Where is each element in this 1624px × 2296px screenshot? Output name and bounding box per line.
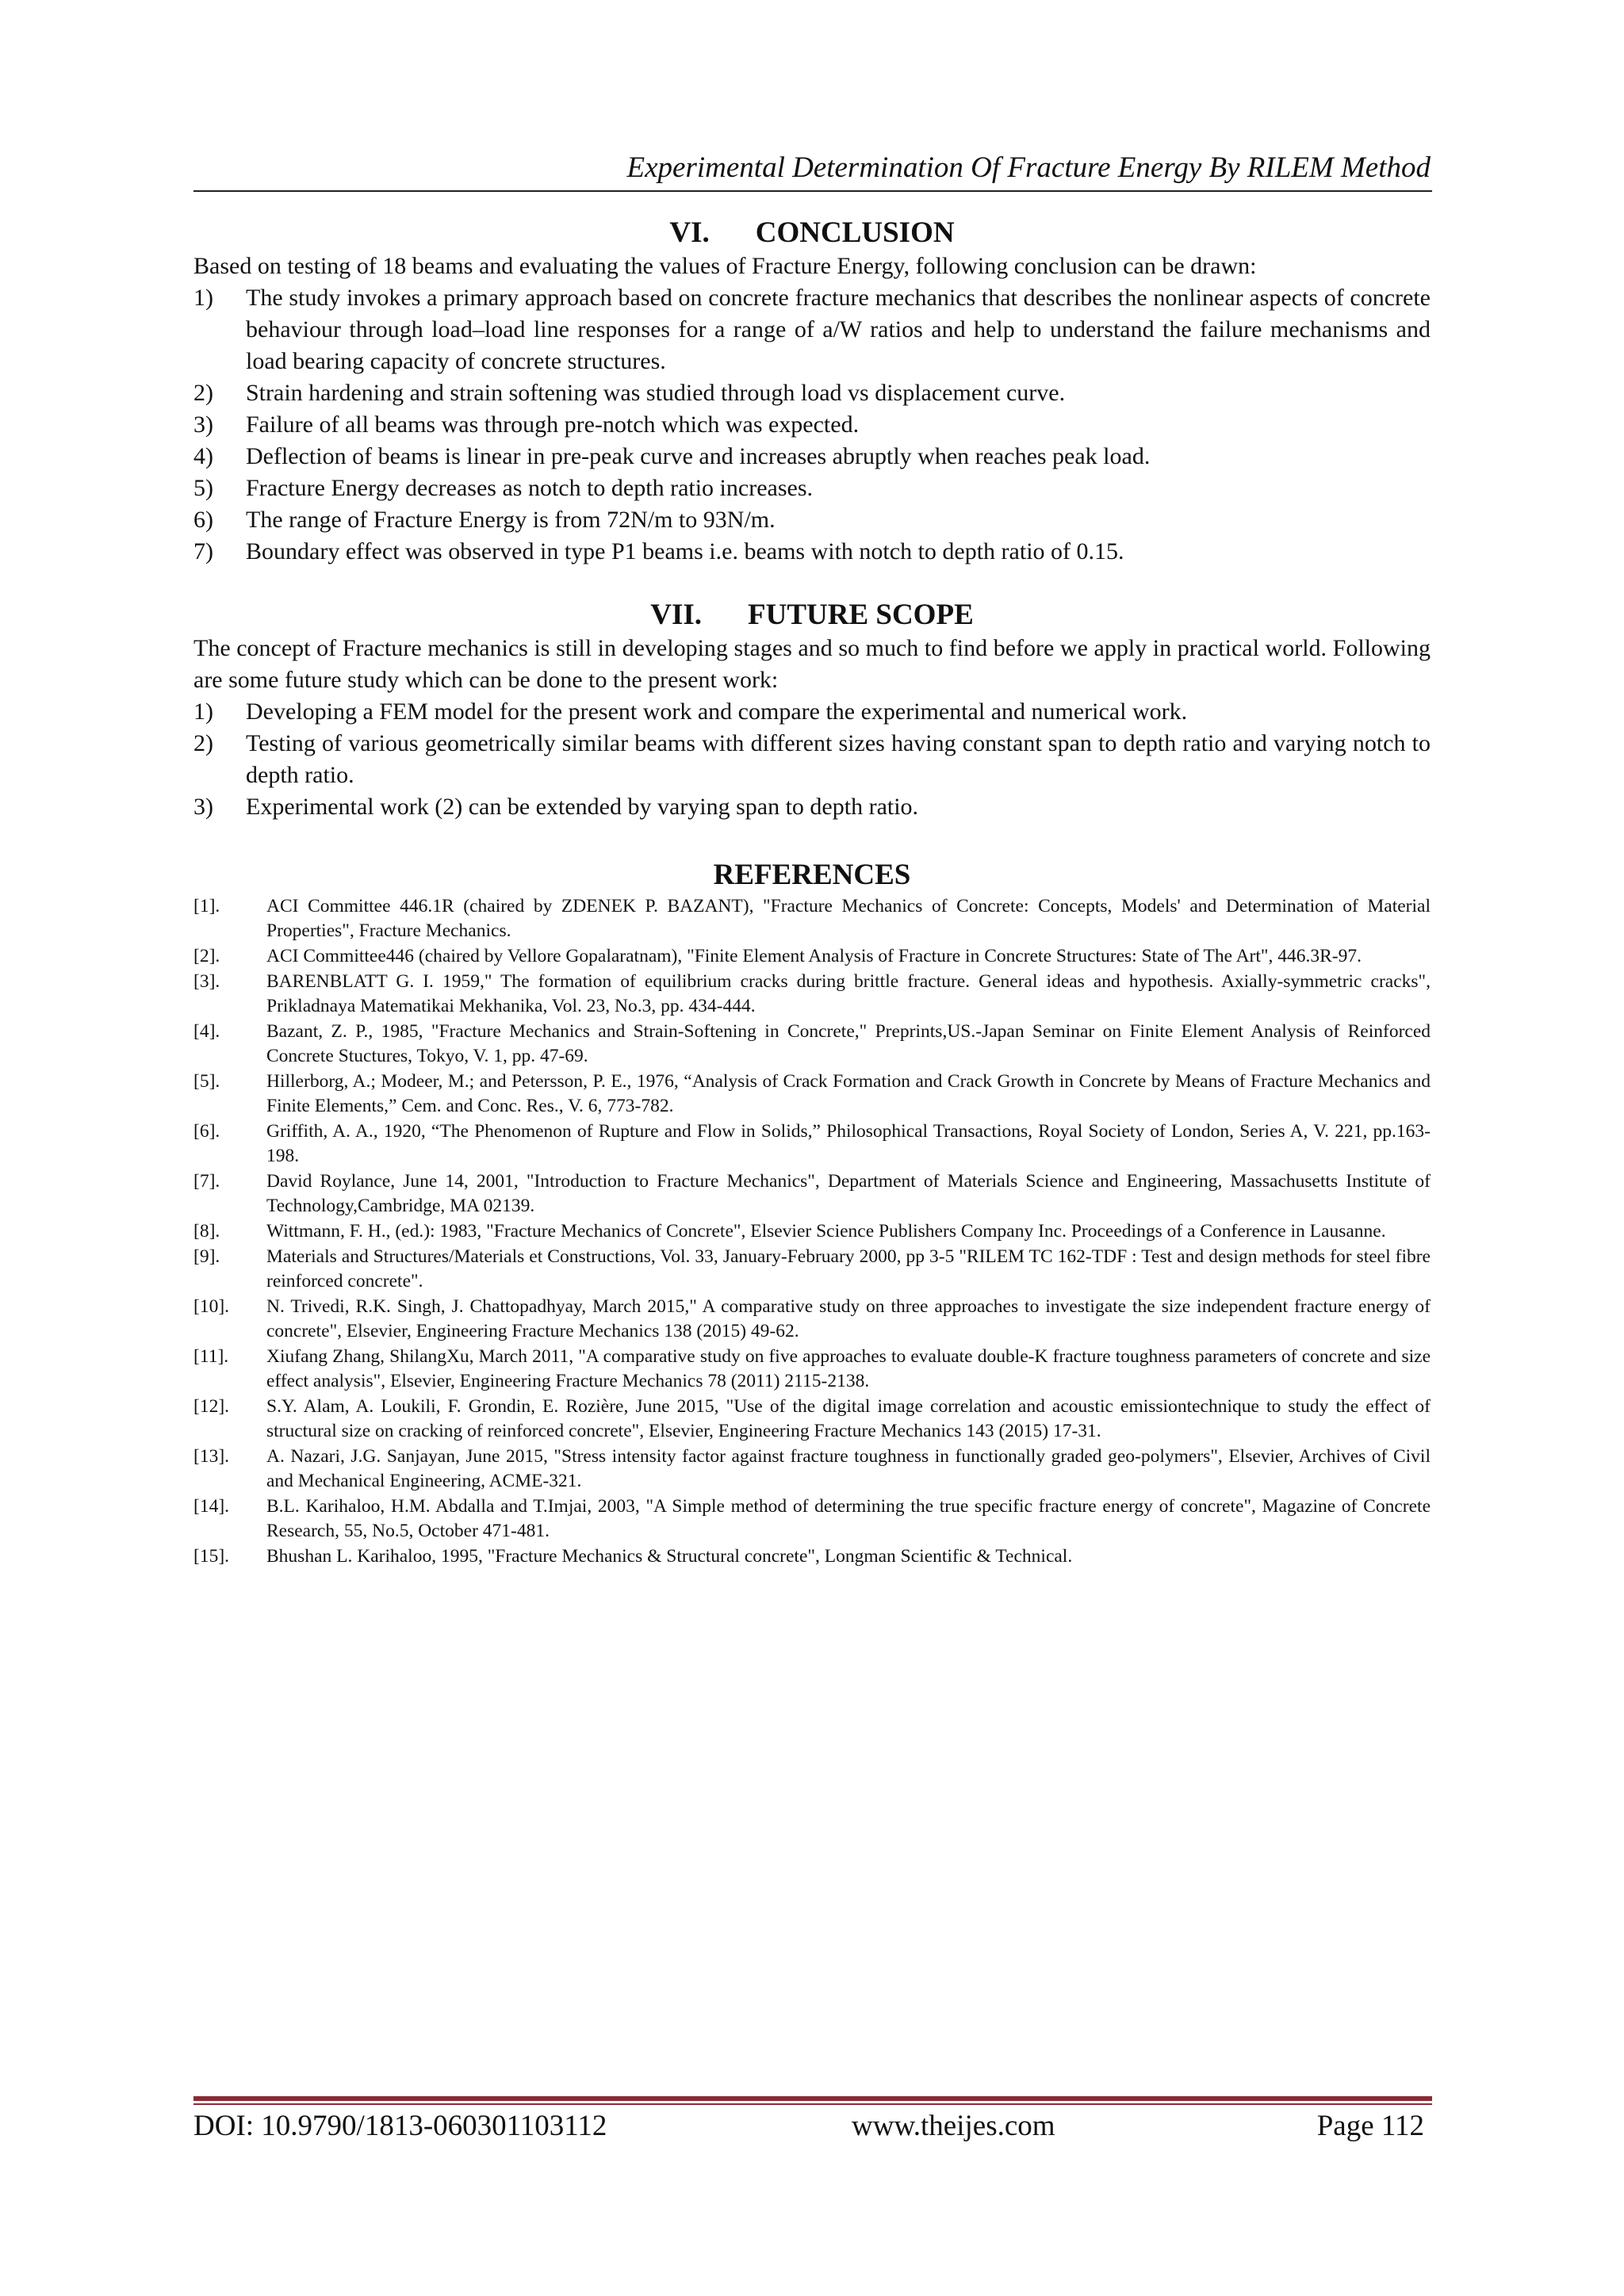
- list-marker: 3): [193, 411, 213, 438]
- reference-marker: [2].: [193, 946, 220, 966]
- list-item: [193, 441, 1431, 473]
- reference-text: Wittmann, F. H., (ed.): 1983, "Fracture Mechanics of Concrete", Elsevier Science Publishers Company Inc. Proceedings of a Conference in Lausanne.: [266, 1221, 1386, 1242]
- reference-text: Bhushan L. Karihaloo, 1995, "Fracture Mechanics & Structural concrete", Longman Scientific & Technical.: [266, 1546, 1073, 1567]
- list-item-text: Boundary effect was observed in type P1 beams i.e. beams with notch to depth ratio of 0.15.: [246, 538, 1124, 564]
- reference-marker: [12].: [193, 1396, 230, 1417]
- references-list: [193, 894, 1431, 1569]
- list-marker: 2): [193, 730, 213, 756]
- list-marker: 7): [193, 538, 213, 564]
- footer-page-number: Page 112: [1316, 2110, 1424, 2142]
- conclusion-title: CONCLUSION: [755, 216, 955, 249]
- list-item-text: Deflection of beams is linear in pre-peak curve and increases abruptly when reaches peak load.: [246, 443, 1151, 469]
- reference-marker: [4].: [193, 1021, 220, 1042]
- reference-marker: [13].: [193, 1446, 230, 1467]
- future-scope-intro: The concept of Fracture mechanics is still in developing stages and so much to find before we apply in practical world. Following are some future study which can be done to the present work:: [193, 635, 1431, 693]
- reference-text: Materials and Structures/Materials et Constructions, Vol. 33, January-February 2000, pp 3-5 "RILEM TC 162-TDF : Test and design methods for steel fibre reinforced concrete".: [266, 1246, 1431, 1292]
- reference-marker: [9].: [193, 1246, 220, 1267]
- list-item: [193, 728, 1431, 791]
- list-item: [193, 282, 1431, 377]
- reference-marker: [1].: [193, 896, 220, 916]
- list-item-text: Experimental work (2) can be extended by varying span to depth ratio.: [246, 794, 919, 820]
- reference-item: [193, 1119, 1431, 1169]
- footer-website: www.theijes.com: [852, 2110, 1055, 2142]
- list-item: [193, 377, 1431, 409]
- reference-text: Xiufang Zhang, ShilangXu, March 2011, "A comparative study on five approaches to evaluate double-K fracture toughness parameters of concrete and size effect analysis", Elsevier, Engineering Fracture Mechanics 78 (2011) 2115-2138.: [266, 1346, 1431, 1391]
- footer-rule: [193, 2096, 1432, 2101]
- reference-marker: [10].: [193, 1296, 230, 1317]
- reference-marker: [3].: [193, 971, 220, 992]
- conclusion-intro: Based on testing of 18 beams and evaluating the values of Fracture Energy, following conclusion can be drawn:: [193, 253, 1257, 279]
- conclusion-list: [193, 282, 1431, 568]
- reference-text: ACI Committee 446.1R (chaired by ZDENEK P. BAZANT), "Fracture Mechanics of Concrete: Concepts, Models' and Determination of Material Properties", Fracture Mechanics.: [266, 896, 1431, 941]
- list-marker: 3): [193, 794, 213, 820]
- list-item-text: Fracture Energy decreases as notch to depth ratio increases.: [246, 475, 813, 501]
- section-spacer: [193, 823, 1431, 858]
- header-rule: [193, 190, 1432, 192]
- list-item-text: The study invokes a primary approach based on concrete fracture mechanics that describes the nonlinear aspects of concrete behaviour through load–load line responses for a range of a/W ratios and help to understand the failure mechanisms and load bearing capacity of concrete structures.: [246, 285, 1431, 374]
- list-marker: 6): [193, 507, 213, 533]
- reference-item: [193, 1544, 1431, 1569]
- reference-marker: [14].: [193, 1496, 230, 1517]
- reference-marker: [11].: [193, 1346, 229, 1367]
- reference-text: BARENBLATT G. I. 1959," The formation of equilibrium cracks during brittle fracture. General ideas and hypothesis. Axially-symmetric cracks", Prikladnaya Matematikai Mekhanika, Vol. 23, No.3, pp. 434-444.: [266, 971, 1431, 1016]
- reference-item: [193, 894, 1431, 943]
- footer-rule-thin: [193, 2103, 1432, 2105]
- reference-item: [193, 1494, 1431, 1544]
- reference-text: ACI Committee446 (chaired by Vellore Gopalaratnam), "Finite Element Analysis of Fracture in Concrete Structures: State of The Art", 446.3R-97.: [266, 946, 1362, 966]
- conclusion-heading: [193, 216, 1431, 251]
- reference-item: [193, 1395, 1431, 1444]
- reference-text: B.L. Karihaloo, H.M. Abdalla and T.Imjai, 2003, "A Simple method of determining the true specific fracture energy of concrete", Magazine of Concrete Research, 55, No.5, October 471-481.: [266, 1496, 1431, 1541]
- future-scope-list: [193, 696, 1431, 823]
- list-marker: 1): [193, 698, 213, 725]
- reference-text: N. Trivedi, R.K. Singh, J. Chattopadhyay, March 2015," A comparative study on three approaches to investigate the size independent fracture energy of concrete", Elsevier, Engineering Fracture Mechanics 138 (2015) 49-62.: [266, 1296, 1431, 1341]
- list-item-text: The range of Fracture Energy is from 72N/m to 93N/m.: [246, 507, 776, 533]
- future-scope-title: FUTURE SCOPE: [748, 599, 974, 631]
- list-item-text: Testing of various geometrically similar beams with different sizes having constant span to depth ratio and varying notch to depth ratio.: [246, 730, 1431, 788]
- reference-item: [193, 1020, 1431, 1069]
- reference-item: [193, 944, 1431, 969]
- reference-item: [193, 1219, 1431, 1244]
- list-item: [193, 696, 1431, 728]
- reference-marker: [15].: [193, 1546, 230, 1567]
- footer-doi: DOI: 10.9790/1813-060301103112: [193, 2110, 607, 2142]
- list-item: [193, 791, 1431, 823]
- page-content: [193, 216, 1431, 1570]
- reference-marker: [7].: [193, 1171, 220, 1192]
- reference-text: David Roylance, June 14, 2001, "Introduction to Fracture Mechanics", Department of Materials Science and Engineering, Massachusetts Institute of Technology,Cambridge, MA 02139.: [266, 1171, 1431, 1216]
- list-marker: 1): [193, 285, 213, 311]
- list-item-text: Developing a FEM model for the present work and compare the experimental and numerical work.: [246, 698, 1188, 725]
- list-item: [193, 536, 1431, 568]
- reference-text: A. Nazari, J.G. Sanjayan, June 2015, "Stress intensity factor against fracture toughness in functionally graded geo-polymers", Elsevier, Archives of Civil and Mechanical Engineering, ACME-321.: [266, 1446, 1431, 1491]
- reference-item: [193, 1445, 1431, 1494]
- reference-marker: [6].: [193, 1121, 220, 1142]
- running-header: Experimental Determination Of Fracture Energy By RILEM Method: [626, 151, 1431, 184]
- reference-item: [193, 1169, 1431, 1219]
- reference-item: [193, 1295, 1431, 1344]
- reference-item: [193, 1070, 1431, 1119]
- list-item: [193, 504, 1431, 536]
- reference-text: Hillerborg, A.; Modeer, M.; and Petersson, P. E., 1976, “Analysis of Crack Formation and Crack Growth in Concrete by Means of Fracture Mechanics and Finite Elements,” Cem. and Conc. Res., V. 6, 773-782.: [266, 1071, 1431, 1116]
- list-item: [193, 409, 1431, 441]
- reference-item: [193, 1345, 1431, 1394]
- list-marker: 2): [193, 380, 213, 406]
- reference-item: [193, 1245, 1431, 1294]
- list-item-text: Strain hardening and strain softening was studied through load vs displacement curve.: [246, 380, 1066, 406]
- list-item-text: Failure of all beams was through pre-notch which was expected.: [246, 411, 860, 438]
- conclusion-number: VI.: [669, 216, 710, 249]
- list-marker: 5): [193, 475, 213, 501]
- list-item: [193, 473, 1431, 504]
- reference-item: [193, 970, 1431, 1019]
- reference-text: S.Y. Alam, A. Loukili, F. Grondin, E. Rozière, June 2015, "Use of the digital image correlation and acoustic emissiontechnique to study the effect of structural size on cracking of reinforced concrete", Elsevier, Engineering Fracture Mechanics 143 (2015) 17-31.: [266, 1396, 1431, 1441]
- reference-marker: [8].: [193, 1221, 220, 1242]
- future-scope-heading: [193, 598, 1431, 633]
- reference-text: Griffith, A. A., 1920, “The Phenomenon of Rupture and Flow in Solids,” Philosophical Transactions, Royal Society of London, Series A, V. 221, pp.163-198.: [266, 1121, 1431, 1166]
- reference-marker: [5].: [193, 1071, 220, 1092]
- future-scope-number: VII.: [650, 599, 703, 631]
- section-spacer: [193, 568, 1431, 598]
- references-heading: REFERENCES: [713, 859, 911, 891]
- reference-text: Bazant, Z. P., 1985, "Fracture Mechanics and Strain-Softening in Concrete," Preprints,US.-Japan Seminar on Finite Element Analysis of Reinforced Concrete Stuctures, Tokyo, V. 1, pp. 47-69.: [266, 1021, 1431, 1066]
- list-marker: 4): [193, 443, 213, 469]
